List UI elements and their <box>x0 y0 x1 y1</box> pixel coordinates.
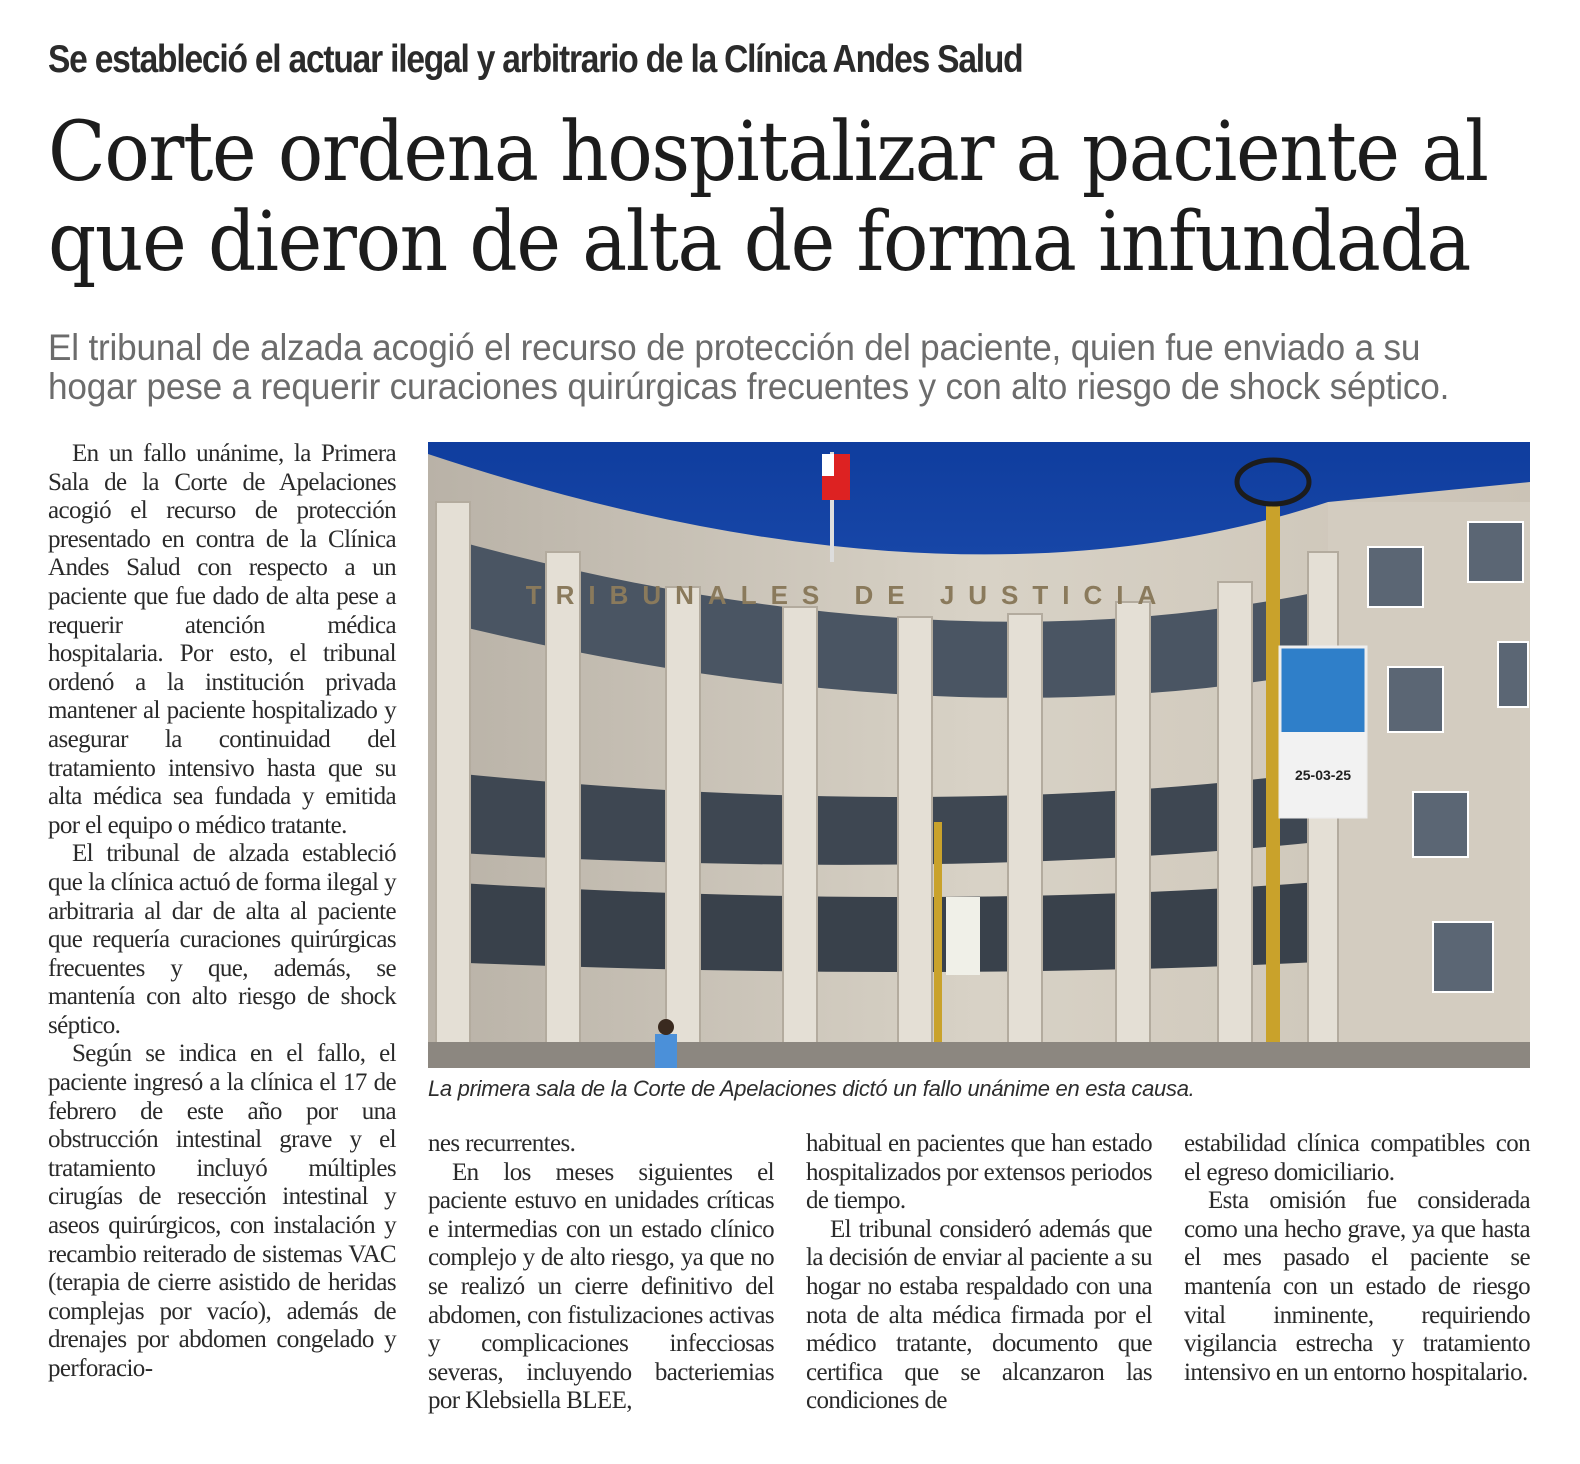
headline-line-2: que dieron de alta de forma infundada <box>48 195 1471 290</box>
column-1 <box>48 440 396 1384</box>
facade-lettering: TRIBUNALES DE JUSTICIA <box>525 580 1171 610</box>
photo-caption: La primera sala de la Corte de Apelaciones dictó un fallo unánime en esta causa. <box>428 1076 1195 1101</box>
deck-line-2: hogar pese a requerir curaciones quirúrgicas frecuentes y con alto riesgo de shock séptico. <box>48 366 1450 407</box>
body-paragraph-5-continued: estabilidad clínica compatibles con el egreso domiciliario. <box>1184 1130 1530 1186</box>
deck-line-1: El tribunal de alzada acogió el recurso de protección del paciente, quien fue enviado a su <box>48 327 1421 368</box>
column-3 <box>806 1130 1152 1416</box>
courthouse-illustration <box>428 442 1530 1068</box>
pedestrian <box>655 1034 677 1068</box>
headline-line-1: Corte ordena hospitalizar a paciente al <box>48 105 1488 200</box>
body-paragraph-1: En un fallo unánime, la Primera Sala de la Corte de Apelaciones acogió el recurso de protección presentado en contra de la Clínica Andes Salud con respecto a un paciente que fue dado de alta pese a requerir atención médica hospitalaria. Por esto, el tribunal ordenó a la institución privada mantener al paciente hospitalizado y asegurar la continuidad del tratamiento intensivo hasta que su alta médica sea fundada y emitida por el equipo o médico tratante. <box>48 440 396 839</box>
column-4 <box>1184 1130 1530 1387</box>
photo-courthouse <box>428 442 1530 1068</box>
banner-date: 25-03-25 <box>1294 767 1352 783</box>
body-paragraph-4-continued: habitual en pacientes que han estado hospitalizados por extensos periodos de tiempo. <box>806 1130 1152 1215</box>
body-paragraph-2: El tribunal de alzada estableció que la clínica actuó de forma ilegal y arbitraria al dar de alta al paciente que requería curaciones quirúrgicas frecuentes y que, además, se mantenía con alto riesgo de shock séptico. <box>48 840 396 1039</box>
body-paragraph-3-continued: nes recurrentes. <box>428 1130 576 1157</box>
body-paragraph-5: El tribunal consideró además que la decisión de enviar al paciente a su hogar no estaba respaldado con una nota de alta médica firmada por el médico tratante, documento que certifica que se alcanzaron las condiciones de <box>806 1215 1152 1415</box>
deck <box>48 328 1548 406</box>
body-paragraph-6: Esta omisión fue considerada como una hecho grave, ya que hasta el mes pasado el paciente se mantenía con un estado de riesgo vital inminente, requiriendo vigilancia estrecha y tratamiento intensivo en un entorno hospitalario. <box>1184 1187 1530 1386</box>
headline <box>48 105 1548 290</box>
body-paragraph-4: En los meses siguientes el paciente estuvo en unidades críticas e intermedias con un estado clínico complejo y de alto riesgo, ya que no se realizó un cierre definitivo del abdomen, con fistulizaciones activas y complicaciones infecciosas severas, incluyendo bacteriemias por Klebsiella BLEE, <box>428 1158 774 1415</box>
kicker: Se estableció el actuar ilegal y arbitrario de la Clínica Andes Salud <box>48 38 1023 81</box>
body-paragraph-3: Según se indica en el fallo, el paciente ingresó a la clínica el 17 de febrero de este año por una obstrucción intestinal grave y el tratamiento incluyó múltiples cirugías de resección intestinal y aseos quirúrgicos, con instalación y recambio reiterado de sistemas VAC (terapia de cierre asistido de heridas complejas por vacío), además de drenajes por abdomen congelado y perforacio- <box>48 1040 396 1382</box>
column-2 <box>428 1130 774 1416</box>
